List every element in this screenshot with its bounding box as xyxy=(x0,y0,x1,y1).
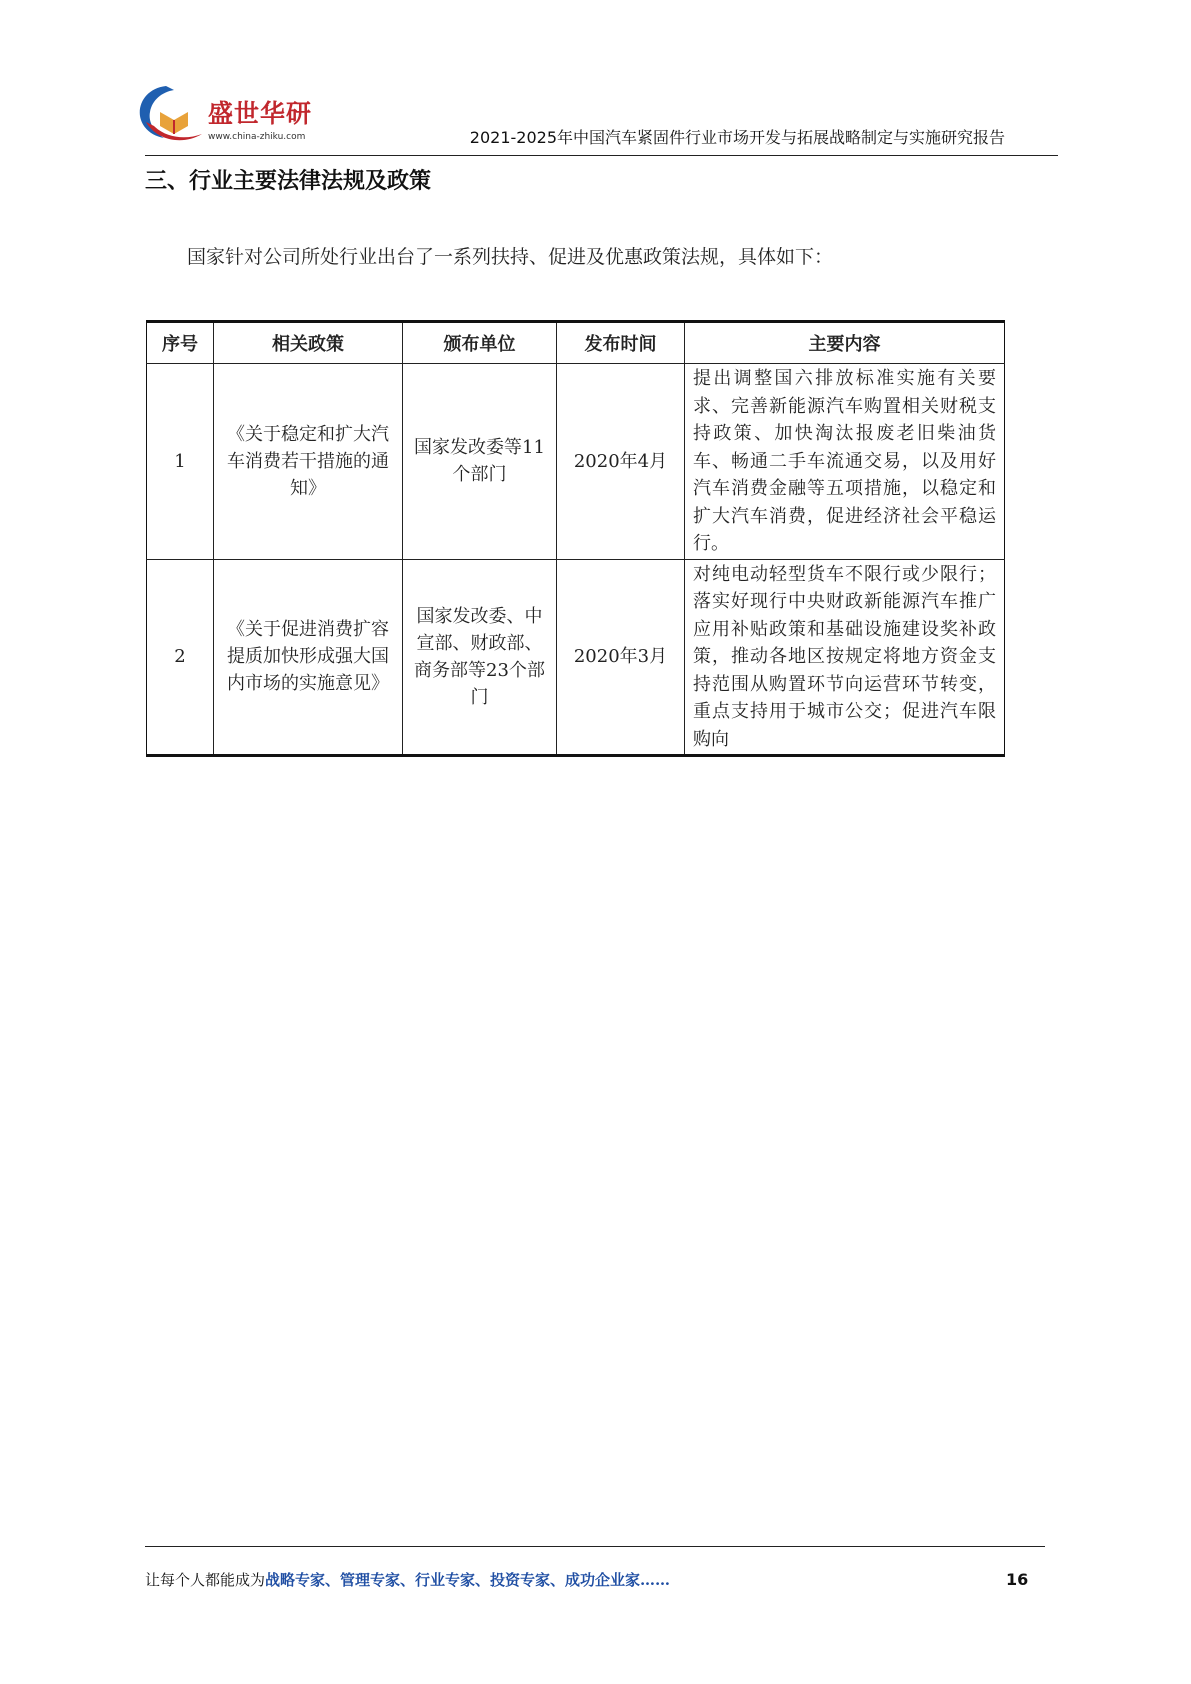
footer-highlight: 战略专家、管理专家、行业专家、投资专家、成功企业家…… xyxy=(265,1571,671,1589)
footer-divider xyxy=(145,1546,1045,1547)
cell-policy: 《关于稳定和扩大汽车消费若干措施的通知》 xyxy=(214,364,403,560)
logo-text: 盛世华研 xyxy=(208,99,313,128)
policy-table xyxy=(146,320,1005,757)
footer-slogan xyxy=(145,1570,670,1590)
header-date: 发布时间 xyxy=(557,322,685,364)
intro-paragraph: 国家针对公司所处行业出台了一系列扶持、促进及优惠政策法规，具体如下： xyxy=(187,246,834,268)
report-title: 2021-2025年中国汽车紧固件行业市场开发与拓展战略制定与实施研究报告 xyxy=(469,128,1005,147)
section-title: 三、行业主要法律法规及政策 xyxy=(145,169,432,194)
cell-issuer: 国家发改委、中宣部、财政部、商务部等23个部门 xyxy=(403,559,557,756)
table-header-row xyxy=(147,322,1005,364)
footer-prefix: 让每个人都能成为 xyxy=(145,1571,266,1589)
cell-issuer: 国家发改委等11个部门 xyxy=(403,364,557,560)
table-row xyxy=(147,559,1005,756)
logo-url: www.china-zhiku.com xyxy=(208,132,306,142)
cell-content: 对纯电动轻型货车不限行或少限行；落实好现行中央财政新能源汽车推广应用补贴政策和基础设施建设奖补政策，推动各地区按规定将地方资金支持范围从购置环节向运营环节转变，重点支持用于城市公交；促进汽车限购向 xyxy=(685,559,1005,756)
cell-no: 2 xyxy=(147,559,214,756)
header-issuer: 颁布单位 xyxy=(403,322,557,364)
cell-date: 2020年4月 xyxy=(557,364,685,560)
cell-content: 提出调整国六排放标准实施有关要求、完善新能源汽车购置相关财税支持政策、加快淘汰报废老旧柴油货车、畅通二手车流通交易，以及用好汽车消费金融等五项措施，以稳定和扩大汽车消费，促进经济社会平稳运行。 xyxy=(685,364,1005,560)
table-row xyxy=(147,364,1005,560)
header-content: 主要内容 xyxy=(685,322,1005,364)
cell-policy: 《关于促进消费扩容提质加快形成强大国内市场的实施意见》 xyxy=(214,559,403,756)
header-divider xyxy=(145,155,1058,156)
cell-date: 2020年3月 xyxy=(557,559,685,756)
header-no: 序号 xyxy=(147,322,214,364)
cell-no: 1 xyxy=(147,364,214,560)
page-number: 16 xyxy=(1006,1570,1029,1589)
header-policy: 相关政策 xyxy=(214,322,403,364)
